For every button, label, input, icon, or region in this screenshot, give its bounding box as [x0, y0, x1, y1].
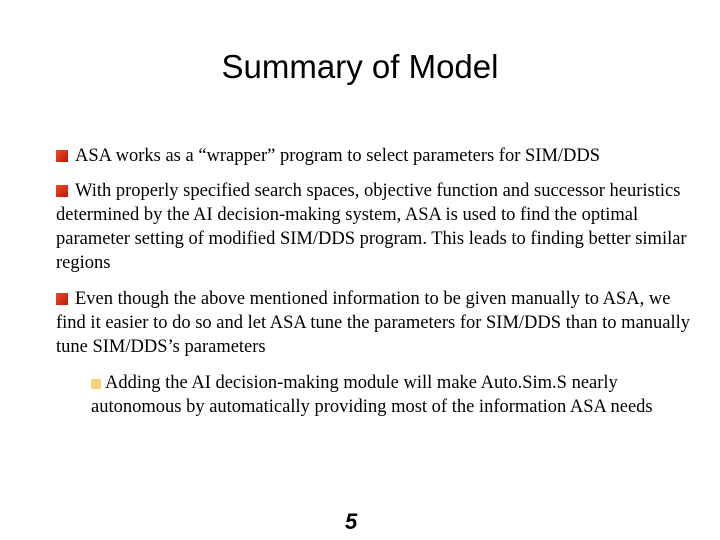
bullet-item — [56, 287, 696, 359]
sub-bullet-item — [91, 371, 691, 419]
bullet-item — [56, 179, 696, 275]
bullet-text: With properly specified search spaces, objective function and successor heuristics determined by the AI decision-making system, ASA is used to find the optimal parameter setting of modified SIM/DDS program. This leads to finding better similar regions — [56, 181, 687, 273]
slide-title: Summary of Model — [221, 48, 499, 85]
bullet-item — [56, 144, 696, 168]
sub-bullet-text: Adding the AI decision-making module will make Auto.Sim.S nearly autonomous by automatically providing most of the information ASA needs — [91, 373, 653, 417]
bullet-text: ASA works as a “wrapper” program to select parameters for SIM/DDS — [75, 146, 601, 166]
bullet-text: Even though the above mentioned information to be given manually to ASA, we find it easier to do so and let ASA tune the parameters for SIM/DDS than to manually tune SIM/DDS’s parameters — [56, 289, 691, 357]
square-bullet-icon — [56, 150, 68, 162]
square-sub-bullet-icon — [91, 379, 101, 389]
page-number: 5 — [345, 509, 358, 534]
square-bullet-icon — [56, 293, 68, 305]
square-bullet-icon — [56, 185, 68, 197]
